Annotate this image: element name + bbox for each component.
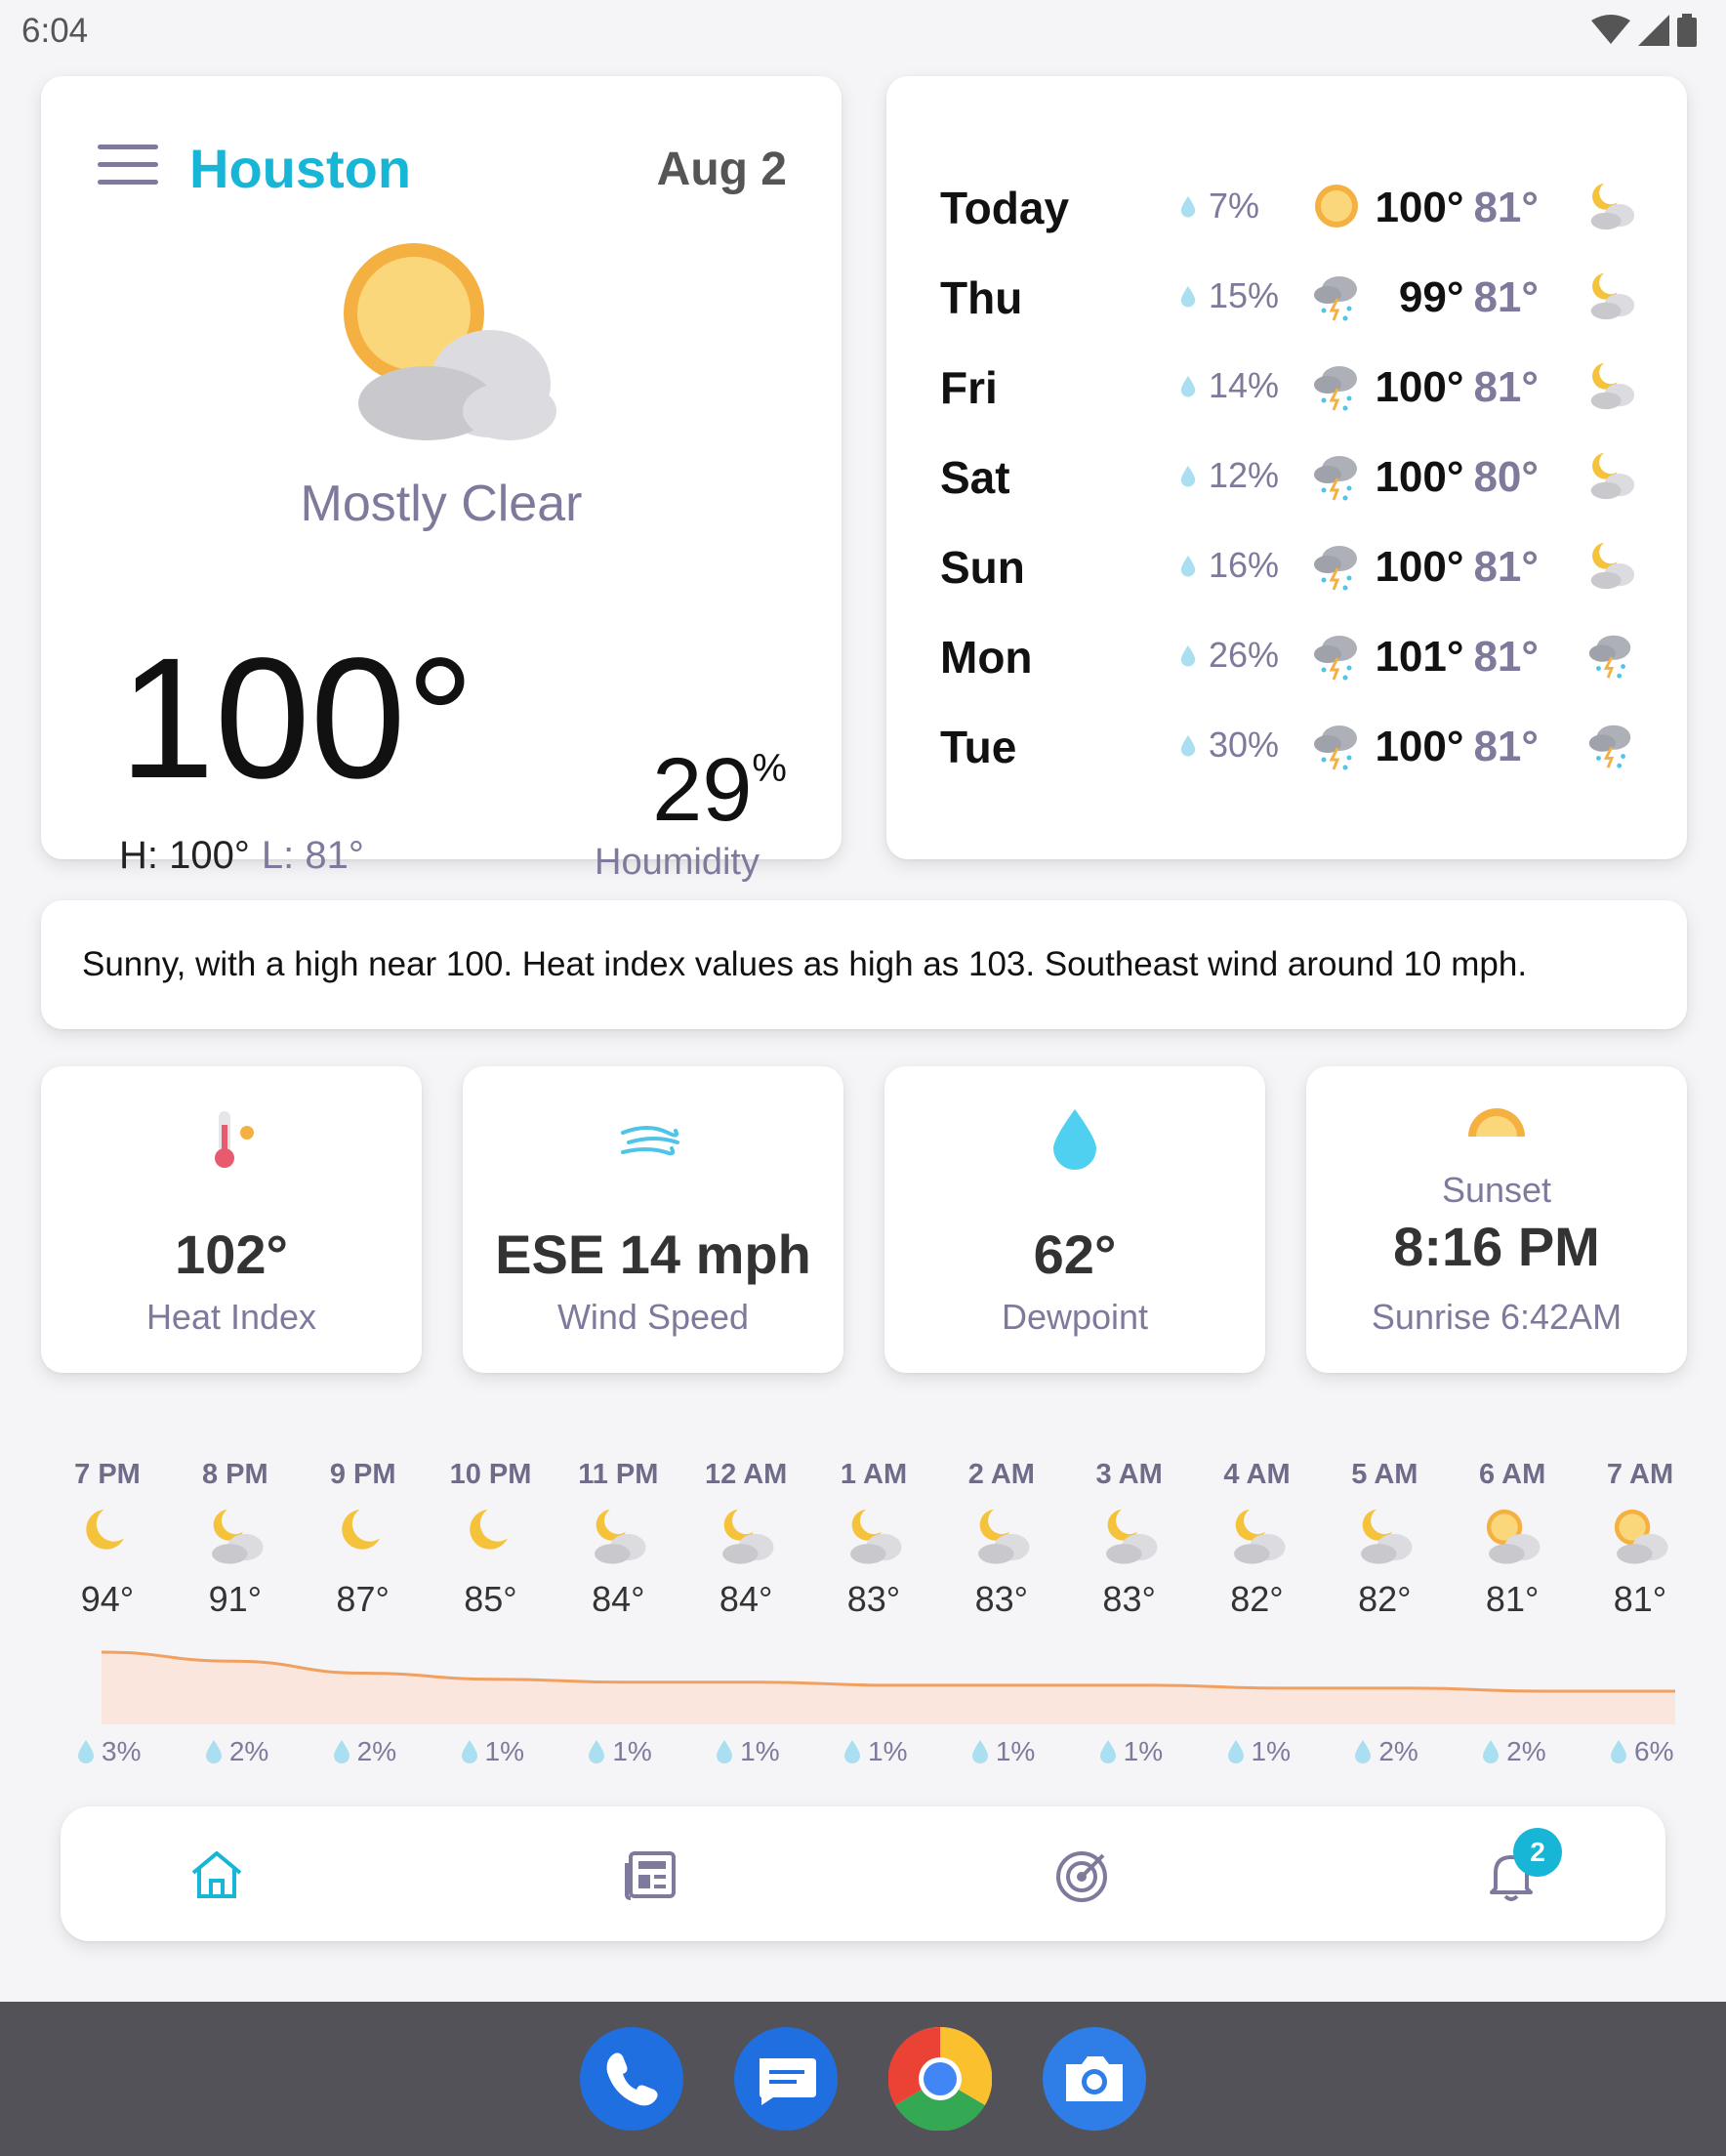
city-name[interactable]: Houston	[189, 138, 412, 199]
forecast-day: Tue	[940, 722, 1017, 772]
hour-icon	[969, 1503, 1034, 1567]
precipitation-drop-icon	[1179, 285, 1197, 308]
hour-time: 6 AM	[1479, 1459, 1546, 1490]
hour-temp: 82°	[1358, 1579, 1412, 1619]
hour-time: 12 AM	[704, 1459, 788, 1490]
sunset-card[interactable]	[1306, 1066, 1687, 1373]
forecast-drop	[1179, 285, 1197, 312]
hourly-item[interactable]	[815, 1459, 932, 1620]
humidity-number: 29	[652, 740, 753, 840]
sunset-time: 8:16 PM	[1393, 1216, 1600, 1277]
wifi-icon	[1591, 15, 1630, 46]
precipitation-drop-icon	[460, 1739, 479, 1764]
precipitation-drop-icon	[1179, 465, 1197, 487]
moon-cloud-icon	[1583, 268, 1638, 322]
forecast-low: 81°	[1473, 723, 1539, 770]
precipitation-drop-icon	[76, 1739, 96, 1764]
forecast-high: 100°	[1375, 723, 1464, 770]
forecast-precip: 12%	[1209, 455, 1280, 495]
moon-cloud-icon	[969, 1503, 1034, 1567]
thermometer-icon	[202, 1109, 261, 1170]
thunderstorm-icon	[1308, 537, 1365, 594]
water-drop-icon	[1046, 1107, 1104, 1172]
hour-time: 11 PM	[578, 1459, 659, 1490]
forecast-high: 100°	[1375, 184, 1464, 231]
forecast-night-icon	[1583, 627, 1638, 682]
hourly-item[interactable]	[305, 1459, 422, 1620]
forecast-temps	[1375, 543, 1539, 592]
high-low	[119, 834, 364, 878]
hour-temp: 83°	[846, 1579, 901, 1619]
hour-time: 4 AM	[1223, 1459, 1291, 1490]
forecast-precip: 14%	[1209, 365, 1280, 405]
hour-temp: 81°	[1485, 1579, 1540, 1619]
hour-temp: 85°	[464, 1579, 517, 1619]
hour-precip	[332, 1736, 396, 1771]
forecast-high: 100°	[1375, 363, 1464, 411]
sun-icon	[1308, 178, 1365, 234]
chrome-app-icon[interactable]	[888, 2027, 992, 2131]
hour-icon	[586, 1503, 650, 1567]
hourly-item[interactable]	[1071, 1459, 1188, 1620]
moon-icon	[459, 1503, 523, 1567]
hour-icon	[75, 1503, 140, 1567]
current-temperature: 100°	[119, 623, 475, 814]
forecast-low: 81°	[1473, 273, 1539, 321]
hourly-item[interactable]	[1454, 1459, 1571, 1620]
hour-time: 2 AM	[967, 1459, 1035, 1490]
precipitation-drop-icon	[1226, 1739, 1246, 1764]
forecast-temps	[1375, 363, 1539, 412]
forecast-night-icon	[1583, 268, 1638, 322]
forecast-day-icon	[1308, 537, 1365, 594]
forecast-precip: 16%	[1209, 545, 1280, 585]
forecast-low: 81°	[1473, 633, 1539, 681]
hour-precip	[1481, 1736, 1545, 1771]
menu-icon[interactable]	[98, 145, 158, 189]
forecast-summary: Sunny, with a high near 100. Heat index values as high as 103. Southeast wind around 10 mph.	[82, 945, 1528, 983]
forecast-high: 100°	[1375, 453, 1464, 501]
forecast-day-icon	[1308, 447, 1365, 504]
moon-cloud-icon	[1352, 1503, 1417, 1567]
news-icon[interactable]	[621, 1845, 679, 1904]
wind-speed-label: Wind Speed	[556, 1297, 750, 1337]
hour-temp: 94°	[80, 1579, 135, 1619]
forecast-drop	[1179, 375, 1197, 402]
hourly-item[interactable]	[1199, 1459, 1316, 1620]
moon-cloud-icon	[1583, 537, 1638, 592]
hour-precip-value: 1%	[612, 1736, 652, 1766]
hourly-item[interactable]	[1582, 1459, 1699, 1620]
hour-temp: 81°	[1613, 1579, 1667, 1619]
hour-icon	[331, 1503, 395, 1567]
precipitation-drop-icon	[1481, 1739, 1500, 1764]
hour-precip	[970, 1736, 1035, 1771]
notification-badge[interactable]: 2	[1513, 1828, 1562, 1877]
moon-cloud-icon	[842, 1503, 906, 1567]
hour-temp: 84°	[719, 1579, 773, 1619]
dewpoint-value: 62°	[1033, 1223, 1117, 1285]
battery-icon	[1677, 14, 1697, 47]
hour-temp: 82°	[1230, 1579, 1284, 1619]
moon-cloud-icon	[1225, 1503, 1290, 1567]
hour-icon	[1352, 1503, 1417, 1567]
current-date: Aug 2	[656, 144, 787, 195]
dewpoint-card[interactable]	[884, 1066, 1265, 1373]
wind-icon	[619, 1121, 687, 1160]
hour-icon	[714, 1503, 778, 1567]
precipitation-drop-icon	[1609, 1739, 1628, 1764]
hour-precip	[842, 1736, 907, 1771]
hour-time: 10 PM	[449, 1459, 532, 1490]
sunset-icon	[1462, 1101, 1531, 1140]
sun-cloud-icon	[1608, 1503, 1672, 1567]
hour-precip	[715, 1736, 779, 1771]
hour-temp: 91°	[208, 1579, 263, 1619]
hour-precip-value: 1%	[1123, 1736, 1164, 1766]
summary-card	[41, 900, 1687, 1029]
hour-time: 1 AM	[840, 1459, 908, 1490]
thunderstorm-icon	[1308, 627, 1365, 684]
hour-precip-value: 1%	[1251, 1736, 1291, 1766]
moon-cloud-icon	[203, 1503, 267, 1567]
precipitation-drop-icon	[842, 1739, 862, 1764]
messages-app-icon[interactable]	[734, 2027, 838, 2131]
precipitation-drop-icon	[1353, 1739, 1373, 1764]
moon-cloud-icon	[1097, 1503, 1162, 1567]
dewpoint-label: Dewpoint	[1001, 1297, 1149, 1337]
forecast-row[interactable]	[886, 533, 1687, 601]
forecast-low: 81°	[1473, 363, 1539, 411]
thunderstorm-icon	[1583, 717, 1638, 771]
current-conditions-card	[41, 76, 842, 883]
hour-precip	[460, 1736, 524, 1771]
moon-cloud-icon	[1583, 357, 1638, 412]
sunset-label: Sunset	[1441, 1170, 1552, 1210]
hour-precip	[76, 1736, 141, 1771]
forecast-day-icon	[1308, 627, 1365, 684]
forecast-precip: 30%	[1209, 725, 1280, 765]
hour-precip-value: 2%	[1506, 1736, 1546, 1766]
hour-precip-value: 1%	[740, 1736, 780, 1766]
precipitation-drop-icon	[1179, 555, 1197, 577]
signal-icon	[1638, 15, 1669, 46]
hour-temp: 87°	[336, 1579, 390, 1619]
bottom-navigation	[61, 1806, 1665, 1941]
low-temp: L: 81°	[261, 834, 364, 877]
precipitation-drop-icon	[1098, 1739, 1118, 1764]
forecast-high: 100°	[1375, 543, 1464, 591]
forecast-drop	[1179, 734, 1197, 762]
hour-temp: 84°	[592, 1579, 645, 1619]
hourly-item[interactable]	[687, 1459, 804, 1620]
status-time: 6:04	[21, 12, 89, 50]
radar-icon[interactable]	[1052, 1845, 1111, 1904]
hour-precip-value: 2%	[228, 1736, 269, 1766]
precipitation-drop-icon	[332, 1739, 351, 1764]
forecast-day: Thu	[940, 272, 1023, 323]
humidity-value	[652, 740, 787, 840]
phone-app-icon[interactable]	[580, 2027, 683, 2131]
precipitation-drop-icon	[970, 1739, 990, 1764]
forecast-temps	[1375, 633, 1539, 682]
thunderstorm-icon	[1308, 717, 1365, 773]
hour-icon	[203, 1503, 267, 1567]
forecast-temps	[1375, 723, 1539, 771]
moon-cloud-icon	[714, 1503, 778, 1567]
hour-precip	[587, 1736, 651, 1771]
forecast-low: 80°	[1473, 453, 1539, 501]
forecast-drop	[1179, 195, 1197, 223]
hourly-temperature-curve	[0, 1640, 1726, 1738]
hour-time: 8 PM	[201, 1459, 268, 1490]
precipitation-drop-icon	[715, 1739, 734, 1764]
wind-speed-card[interactable]	[463, 1066, 843, 1373]
hour-time: 9 PM	[329, 1459, 396, 1490]
forecast-low: 81°	[1473, 543, 1539, 591]
forecast-day-icon	[1308, 357, 1365, 414]
daily-forecast-card	[886, 76, 1687, 859]
hour-precip-value: 1%	[484, 1736, 524, 1766]
hour-icon	[1097, 1503, 1162, 1567]
forecast-temps	[1375, 184, 1539, 232]
thunderstorm-icon	[1308, 447, 1365, 504]
forecast-temps	[1375, 453, 1539, 502]
hour-icon	[1608, 1503, 1672, 1567]
forecast-row[interactable]	[886, 264, 1687, 332]
forecast-night-icon	[1583, 537, 1638, 592]
forecast-high: 101°	[1375, 633, 1464, 681]
forecast-night-icon	[1583, 447, 1638, 502]
humidity-unit: %	[752, 747, 787, 790]
hour-icon	[459, 1503, 523, 1567]
forecast-precip: 7%	[1209, 186, 1260, 226]
hour-time: 5 AM	[1351, 1459, 1418, 1490]
forecast-drop	[1179, 644, 1197, 672]
forecast-day-icon	[1308, 178, 1365, 234]
hour-icon	[1480, 1503, 1544, 1567]
forecast-row[interactable]	[886, 713, 1687, 781]
forecast-day-icon	[1308, 268, 1365, 324]
sun-cloud-icon	[1480, 1503, 1544, 1567]
hourly-item[interactable]	[943, 1459, 1060, 1620]
hour-precip	[1609, 1736, 1673, 1771]
forecast-row[interactable]	[886, 174, 1687, 242]
hour-precip-value: 3%	[102, 1736, 142, 1766]
forecast-precip: 15%	[1209, 275, 1280, 315]
status-icons	[1591, 14, 1697, 47]
hour-precip-value: 2%	[356, 1736, 397, 1766]
hour-precip	[1353, 1736, 1418, 1771]
moon-cloud-icon	[1583, 178, 1638, 232]
hour-precip	[204, 1736, 268, 1771]
forecast-day: Sat	[940, 452, 1010, 503]
forecast-day: Mon	[940, 632, 1033, 683]
heat-index-label: Heat Index	[145, 1297, 317, 1337]
hour-icon	[1225, 1503, 1290, 1567]
moon-icon	[331, 1503, 395, 1567]
moon-cloud-icon	[1583, 447, 1638, 502]
precipitation-drop-icon	[204, 1739, 224, 1764]
forecast-day: Sun	[940, 542, 1025, 593]
hourly-item[interactable]	[1326, 1459, 1443, 1620]
wind-speed-value: ESE 14 mph	[495, 1223, 811, 1285]
forecast-drop	[1179, 555, 1197, 582]
heat-index-card[interactable]	[41, 1066, 422, 1373]
camera-app-icon[interactable]	[1043, 2027, 1146, 2131]
hour-precip-value: 1%	[868, 1736, 908, 1766]
status-bar	[0, 0, 1726, 66]
forecast-low: 81°	[1473, 184, 1539, 231]
sun-behind-cloud-icon	[334, 237, 558, 442]
condition-text: Mostly Clear	[300, 476, 583, 532]
hourly-item[interactable]	[177, 1459, 294, 1620]
high-temp: H: 100°	[119, 834, 250, 877]
thunderstorm-icon	[1308, 357, 1365, 414]
hour-time: 7 PM	[74, 1459, 141, 1490]
hour-temp: 83°	[974, 1579, 1029, 1619]
hour-precip-value: 6%	[1634, 1736, 1674, 1766]
forecast-row[interactable]	[886, 353, 1687, 422]
hour-precip	[1226, 1736, 1291, 1771]
hourly-item[interactable]	[432, 1459, 550, 1620]
precipitation-drop-icon	[1179, 195, 1197, 218]
forecast-row[interactable]	[886, 623, 1687, 691]
thunderstorm-icon	[1308, 268, 1365, 324]
moon-cloud-icon	[586, 1503, 650, 1567]
humidity-label: Houmidity	[595, 842, 760, 883]
hour-temp: 83°	[1102, 1579, 1156, 1619]
thunderstorm-icon	[1583, 627, 1638, 682]
forecast-temps	[1399, 273, 1539, 322]
forecast-high: 99°	[1398, 273, 1464, 321]
precipitation-drop-icon	[1179, 375, 1197, 397]
hour-precip-value: 2%	[1378, 1736, 1418, 1766]
sunrise-time: Sunrise 6:42AM	[1371, 1297, 1623, 1337]
forecast-row[interactable]	[886, 443, 1687, 512]
forecast-night-icon	[1583, 178, 1638, 232]
hourly-item[interactable]	[559, 1459, 677, 1620]
hour-precip	[1098, 1736, 1163, 1771]
home-icon[interactable]	[187, 1845, 246, 1904]
app-dock	[0, 2002, 1726, 2156]
forecast-day: Today	[940, 183, 1070, 233]
forecast-precip: 26%	[1209, 635, 1280, 675]
forecast-drop	[1179, 465, 1197, 492]
hour-time: 7 AM	[1606, 1459, 1674, 1490]
forecast-day: Fri	[940, 362, 998, 413]
hourly-item[interactable]	[49, 1459, 166, 1620]
precipitation-drop-icon	[1179, 644, 1197, 667]
moon-icon	[75, 1503, 140, 1567]
heat-index-value: 102°	[175, 1223, 288, 1285]
hour-precip-value: 1%	[995, 1736, 1036, 1766]
forecast-night-icon	[1583, 717, 1638, 771]
hour-icon	[842, 1503, 906, 1567]
forecast-night-icon	[1583, 357, 1638, 412]
precipitation-drop-icon	[587, 1739, 606, 1764]
precipitation-drop-icon	[1179, 734, 1197, 757]
forecast-day-icon	[1308, 717, 1365, 773]
hour-time: 3 AM	[1095, 1459, 1163, 1490]
